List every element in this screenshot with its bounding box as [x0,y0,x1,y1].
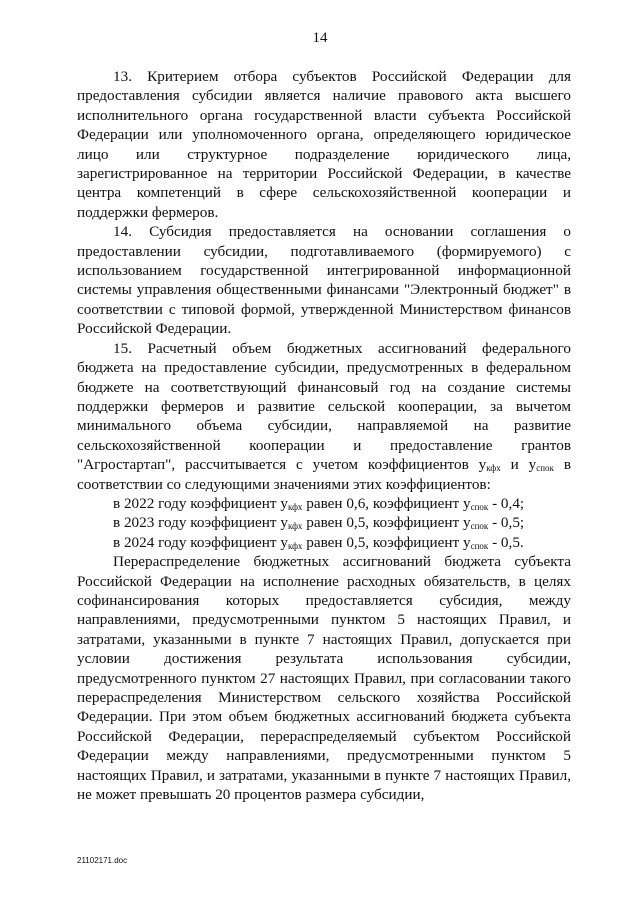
document-body [77,67,571,804]
paragraph-redistribution: Перераспределение бюджетных ассигнований бюджета субъекта Российской Федерации на исполнение расходных обязательств, в целях софинансирования которых предоставляется субсидия, между направлениями, предусмотренными пунктом 5 настоящих Правил, и затратами, указанными в пункте 7 настоящих Правил, допускается при условии достижения результата использования субсидии, предусмотренного пунктом 27 настоящих Правил, при согласовании такого перераспределения Министерством сельского хозяйства Российской Федерации. При этом объем бюджетных ассигнований бюджета субъекта Российской Федерации, перераспределяемый субъектом Российской Федерации между направлениями, предусмотренными пунктом 5 настоящих Правил, и затратами, указанными в пункте 7 настоящих Правил, не может превышать 20 процентов размера субсидии, [77,553,571,804]
page-number: 14 [312,30,328,46]
coefficient-line-2024: в 2024 году коэффициент $у_{кфх}$ равен 0,5, коэффициент $у_{спок} - 0,5$. [113,533,524,551]
coef-spok: $у_{спок}$ [528,456,554,474]
coefficient-line-2023: в 2023 году коэффициент $у_{кфх}$ равен 0,5, коэффициент $у_{спок} - 0,5$; [113,514,525,532]
paragraph-15: 15. Расчетный объем бюджетных ассигнований федерального бюджета на предоставление субсидии, предусмотренных в федеральном бюджете на соответствующий финансовый год на создание системы поддержки фермеров и развитие сельской кооперации, за вычетом минимального объема субсидии, направляемой на развитие сельскохозяйственной кооперации и предоставление грантов "Агростартап", рассчитывается с учетом коэффициентов $у_{кфх}$ и $у_{спок}$ в соответствии со следующими значениями этих коэффициентов: [77,339,571,493]
paragraph-13: 13. Критерием отбора субъектов Российской Федерации для предоставления субсидии является наличие правового акта высшего исполнительного органа государственной власти субъекта Российской Федерации или уполномоченного органа, определяющего юридическое лицо или структурное подразделение юридического лица, зарегистрированное на территории Российской Федерации, в качестве центра компетенций в сфере сельскохозяйственной кооперации и поддержки фермеров. [77,68,571,221]
coefficient-line-2022: в 2022 году коэффициент $у_{кфх}$ равен 0,6, коэффициент $у_{спок} - 0,4$; [113,494,525,512]
paragraph-15-tail: в соответствии со следующими значениями этих коэффициентов: [77,456,571,493]
document-footer: 21102171.doc [77,856,128,865]
paragraph-14: 14. Субсидия предоставляется на основании соглашения о предоставлении субсидии, подготавливаемого (формируемого) с использованием государственной интегрированной информационной системы управления общественными финансами "Электронный бюджет" в соответствии с типовой формой, утвержденной Министерством финансов Российской Федерации. [77,223,571,338]
coef-kfh: $у_{кфх}$ [478,456,501,474]
paragraph-15-text: 15. Расчетный объем бюджетных ассигнований федерального бюджета на предоставление субсидии, предусмотренных в федеральном бюджете на соответствующий финансовый год на создание системы поддержки фермеров и развитие сельской кооперации, за вычетом минимального объема субсидии, направляемой на развитие сельскохозяйственной кооперации и предоставление грантов "Агростартап", рассчитывается с учетом коэффициентов [77,339,571,474]
